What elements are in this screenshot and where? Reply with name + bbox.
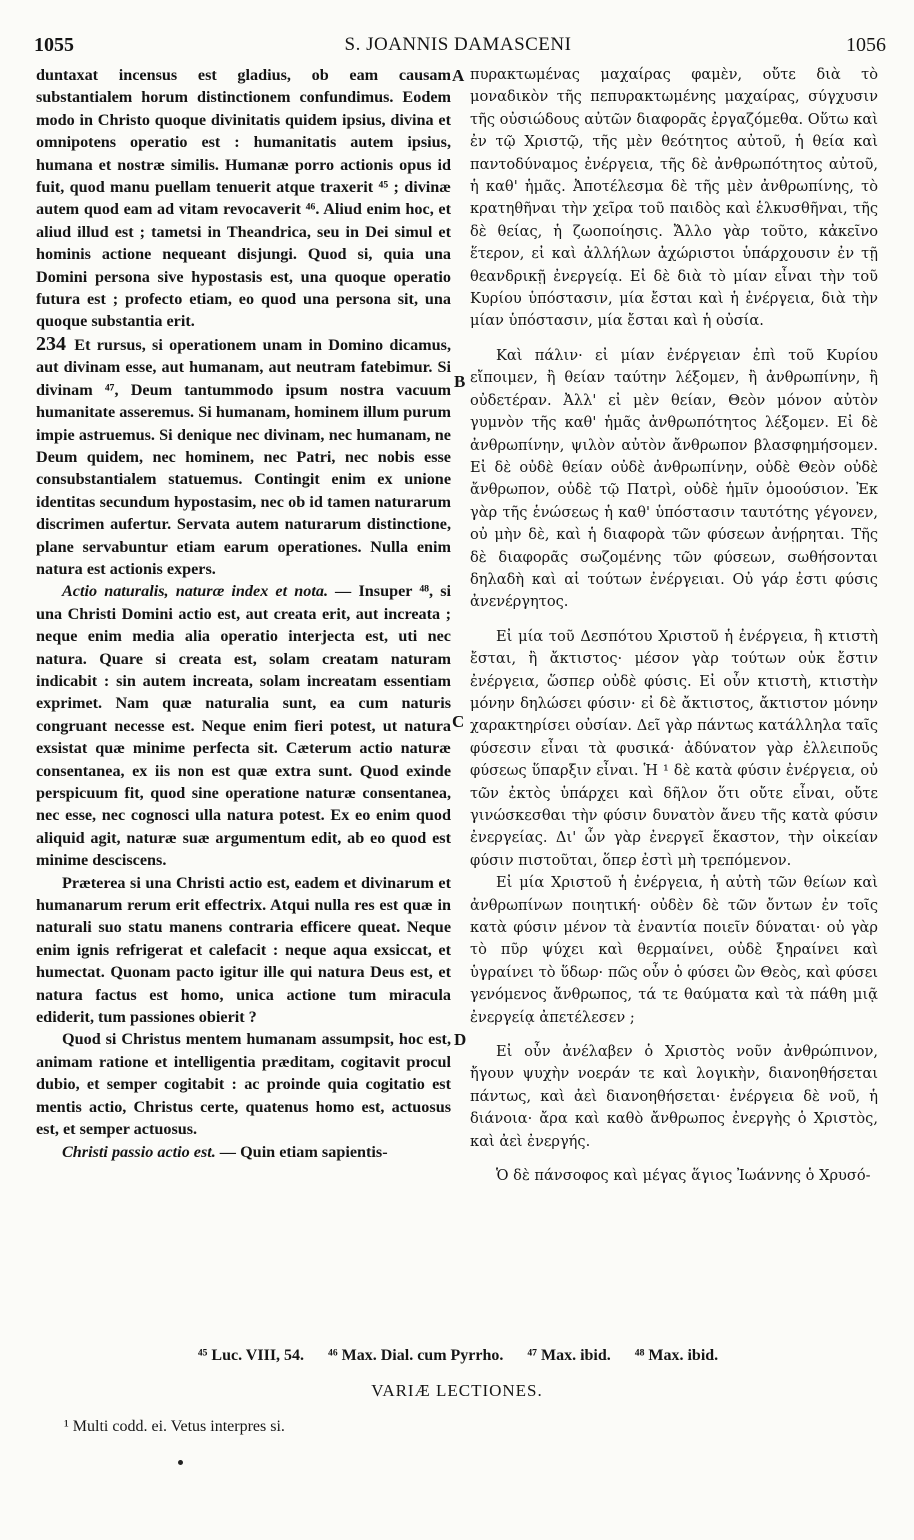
margin-marker-a: A xyxy=(452,66,465,85)
latin-paragraph-6 xyxy=(36,1141,451,1163)
latin-paragraph-6-text: Quin etiam sapientis- xyxy=(240,1142,388,1161)
page-number-right: 1056 xyxy=(846,34,886,56)
latin-paragraph-3-text: Insuper ⁴⁸, si una Christi Domini actio est, aut creata erit, aut increata ; neque enim media alia operatio interjecta est, uti nec natura. Quare si creata est, solam creatam naturam indicabit : sin autem increata, solam increatam essentiam exprimet. Nam quæ naturalia sunt, ea cum naturis congruant necesse est. Neque enim fieri potest, ut natura exsistat quæ minime perfecta sit. Cæterum actio naturæ consentanea, ex iis non est quæ extra sunt. Quod exinde perspicuum fit, quod sine operatione naturæ consentanea, nec esse, nec cognosci ulla natura potest. Ex eo enim quod aliquid agit, naturæ suæ argumentum edit, ab eo quod est minime desciscens. xyxy=(36,582,452,870)
margin-marker-d: D xyxy=(454,1030,467,1049)
page-header xyxy=(30,32,886,62)
footnotes xyxy=(38,1347,878,1365)
variae-lectiones-title: VARIÆ LECTIONES. xyxy=(371,1381,543,1400)
greek-paragraph-2: Καὶ πάλιν· εἰ μίαν ἐνέργειαν ἐπὶ τοῦ Κυρίου εἴποιμεν, ἢ θείαν ταύτην λέξομεν, ἢ ἀνθρωπίνην, ἢ οὐδετέραν. Ἀλλ' εἰ μὲν θείαν, Θεὸν μόνον αὐτὸν γυμνὸν τῆς καθ' ἡμᾶς ἀνθρωπότητος λέξομεν. Εἰ δὲ ἀνθρωπίνην, ψιλὸν αὐτὸν ἄνθρωπον βλασφημήσομεν. Εἰ δὲ οὐδὲ θείαν οὐδὲ ἀνθρωπίνην, οὐδὲ Θεὸν οὐδὲ ἄνθρωπον, οὐδὲ τῷ Πατρὶ, οὐδὲ ἡμῖν ὁμοούσιον. Ἐκ γὰρ τῆς ἑνώσεως ἡ καθ' ὑπόστασιν ταυτότης γέγονεν, οὐ μὴν δὲ, καὶ ἡ διαφορὰ τῶν φύσεων ἀνῄρηται. Τῆς δὲ διαφορᾶς σωζομένης τῶν φύσεων, σωθήσονται δηλαδὴ καὶ αἱ τούτων ἐνέργειαι. Οὐ γάρ ἐστι φύσις ἀνενέργητος. xyxy=(470,346,878,611)
footnote-47: ⁴⁷ Max. ibid. xyxy=(527,1347,611,1364)
latin-column xyxy=(36,64,451,1163)
greek-paragraph-1: πυρακτωμένας μαχαίρας φαμὲν, οὔτε διὰ τὸ μοναδικὸν τῆς πεπυρακτωμένης μαχαίρας, σύγχυσιν τῆς οὐσιώδους αὐτῶν διαφορᾶς ἐργαζόμεθα. Οὕτω καὶ ἐν τῷ Χριστῷ, τῆς μὲν θεότητος αὐτοῦ, ἡ θεία καὶ παντοδύναμος ἐνέργεια, τῆς δὲ ἀνθρωπότητος αὐτοῦ, ἡ καθ' ἡμᾶς. Ἀποτέλεσμα δὲ τῆς μὲν ἀνθρωπίνης, τὸ κρατηθῆναι τὴν χεῖρα τοῦ παιδὸς καὶ ἑλκυσθῆναι, τῆς δὲ θείας, ἡ ζωοποίησις. Ἄλλο γὰρ τοῦτο, κἀκεῖνο ἕτερον, εἰ καὶ ἀλλήλων ἀχώριστοι ὑπάρχουσιν ἐν τῇ θεανδρικῇ ἐνεργείᾳ. Εἰ δὲ διὰ τὸ μίαν εἶναι τὴν τοῦ Κυρίου ὑπόστασιν, μία ἔσται καὶ ἡ ἐνέργεια, διὰ τὴν μίαν ὑπόστασιν, μία ἔσται καὶ ἡ οὐσία. xyxy=(470,66,878,330)
latin-paragraph-4: Præterea si una Christi actio est, eadem et divinarum et humanarum rerum erit effectrix. Atqui nulla res est quæ in naturali suo statu manens contraria efficere queat. Neque enim ignis refrigerat et calefacit : neque aqua exsiccat, et humectat. Quonam pacto igitur ille qui natura Deus est, et natura factus est homo, unica actione tum miracula ediderit, tum passiones obierit ? xyxy=(36,873,451,1027)
page-number-left: 1055 xyxy=(34,34,74,56)
variae-lectiones-note: ¹ Multi codd. ei. Vetus interpres si. xyxy=(64,1418,285,1435)
latin-heading-actio: Actio naturalis, naturæ index et nota. — xyxy=(62,582,352,601)
latin-paragraph-1: duntaxat incensus est gladius, ob eam causam substantialem horum distinctionem confundimus. Eodem modo in Christo quoque divinitatis quidem ipsius, divina et omnipotens operatio est : humanitatis autem ipsius, humana et nostræ similis. Humanæ porro actionis opus id fuit, quod manu puellam tenuerit atque traxerit ⁴⁵ ; divinæ autem quod eam ad vitam revocaverit ⁴⁶. Aliud enim hoc, et aliud illud est ; tametsi in Theandrica, seu in Dei simul et hominis actione nequeant disjungi. Quod si, quia una Domini persona sive hypostasis est, una quoque operatio futura est ; profecto etiam, eo quod una persona sit, una quoque substantia erit. xyxy=(36,66,451,331)
section-number: 234 xyxy=(36,332,66,355)
greek-paragraph-5: Εἰ οὖν ἀνέλαβεν ὁ Χριστὸς νοῦν ἀνθρώπινον, ἤγουν ψυχὴν νοεράν τε καὶ λογικὴν, διανοηθήσεται πάντως, καὶ ἀεὶ διανοηθήσεται· ἐνέργεια δὲ νοῦ, ἡ διάνοια· ἄρα καὶ καθὸ ἄνθρωπος ἐνεργὴς ὁ Χριστὸς, καὶ ἀεὶ ἐνεργής. xyxy=(470,1043,878,1150)
running-title: S. JOANNIS DAMASCENI xyxy=(344,34,572,55)
margin-marker-b: B xyxy=(454,372,466,391)
greek-paragraph-6: Ὁ δὲ πάνσοφος καὶ μέγας ἅγιος Ἰωάννης ὁ Χρυσό- xyxy=(496,1167,871,1185)
margin-marker-c: C xyxy=(452,712,465,731)
footnote-48: ⁴⁸ Max. ibid. xyxy=(634,1347,719,1364)
latin-paragraph-3 xyxy=(36,580,451,871)
ink-dot xyxy=(178,1460,183,1465)
latin-paragraph-5: Quod si Christus mentem humanam assumpsit, hoc est, animam ratione et intelligentia præditam, cogitavit procul dubio, et semper cogitabit : ac proinde quia cogitatio est mentis actio, Christus certe, quatenus homo est, actuosus est, et semper actuosus. xyxy=(36,1030,451,1139)
latin-paragraph-2 xyxy=(36,333,451,580)
greek-paragraph-3: Εἰ μία τοῦ Δεσπότου Χριστοῦ ἡ ἐνέργεια, ἢ κτιστὴ ἔσται, ἢ ἄκτιστος· μέσον γὰρ τούτων οὐκ ἔστιν ἐνέργεια, ὥσπερ οὐδὲ φύσις. Εἰ οὖν κτιστὴ, κτιστὴν μόνην δηλώσει φύσιν· εἰ δὲ ἄκτιστος, ἄκτιστον μόνην χαρακτηρίσει οὐσίαν. Δεῖ γὰρ πάντως κατάλληλα ταῖς φύσεσιν εἶναι τὰ φυσικά· ἀδύνατον γὰρ ἐλλειποῦς φύσεως ὕπαρξιν εἶναι. Ἡ ¹ δὲ κατὰ φύσιν ἐνέργεια, οὐ τῶν ἐκτὸς ὑπάρχει καὶ δῆλον ὅτι οὔτε εἶναι, οὔτε γινώσκεσθαι τὴν φύσιν δυνατὸν ἄνευ τῆς κατὰ φύσιν ἐνεργείας. Δι' ὧν γὰρ ἐνεργεῖ ἕκαστον, τὴν οἰκείαν φύσιν πιστοῦται, ὅπερ ἐστὶ μὴ τρεπόμενον. xyxy=(470,627,878,869)
greek-paragraph-4: Εἰ μία Χριστοῦ ἡ ἐνέργεια, ἡ αὐτὴ τῶν θείων καὶ ἀνθρωπίνων ποιητική· οὐδὲν δὲ τῶν ὄντων ἐν τοῖς κατὰ φύσιν μένον τὰ ἐναντία ποιεῖν δύναται· οὐ γὰρ τὸ πῦρ ψύχει καὶ θερμαίνει, οὐδὲ ξηραίνει καὶ ὑγραίνει τὸ ὕδωρ· πῶς οὖν ὁ φύσει ὢν Θεὸς, καὶ φύσει γενόμενος ἄνθρωπος, τά τε θαύματα καὶ τὰ πάθη μιᾷ ἐνεργείᾳ ἀπετέλεσεν ; xyxy=(470,874,878,1026)
footnote-45: ⁴⁵ Luc. VIII, 54. xyxy=(197,1347,305,1364)
footnote-46: ⁴⁶ Max. Dial. cum Pyrrho. xyxy=(328,1347,504,1364)
greek-column xyxy=(470,64,878,1188)
latin-heading-passio: Christi passio actio est. — xyxy=(62,1142,237,1161)
latin-paragraph-2-text: Et rursus, si operationem unam in Domino dicamus, aut divinam esse, aut humanam, aut neutram fatebimur. Si divinam ⁴⁷, Deum tantummodo ipsum nostra vacuum humanitate asseremus. Si humanam, hominem illum purum impie astruemus. Si denique nec divinam, nec humanam, ne Deum quidem, nec hominem, nec Patri, nec nobis esse consubstantialem statuemus. Contingit enim ex unione identitas secundum hypostasim, nec ob id tamen naturarum discrimen aufertur. Servata autem naturarum distinctione, plane servabuntur etiam earum operationes. Nulla enim natura est actionis expers. xyxy=(36,335,451,578)
